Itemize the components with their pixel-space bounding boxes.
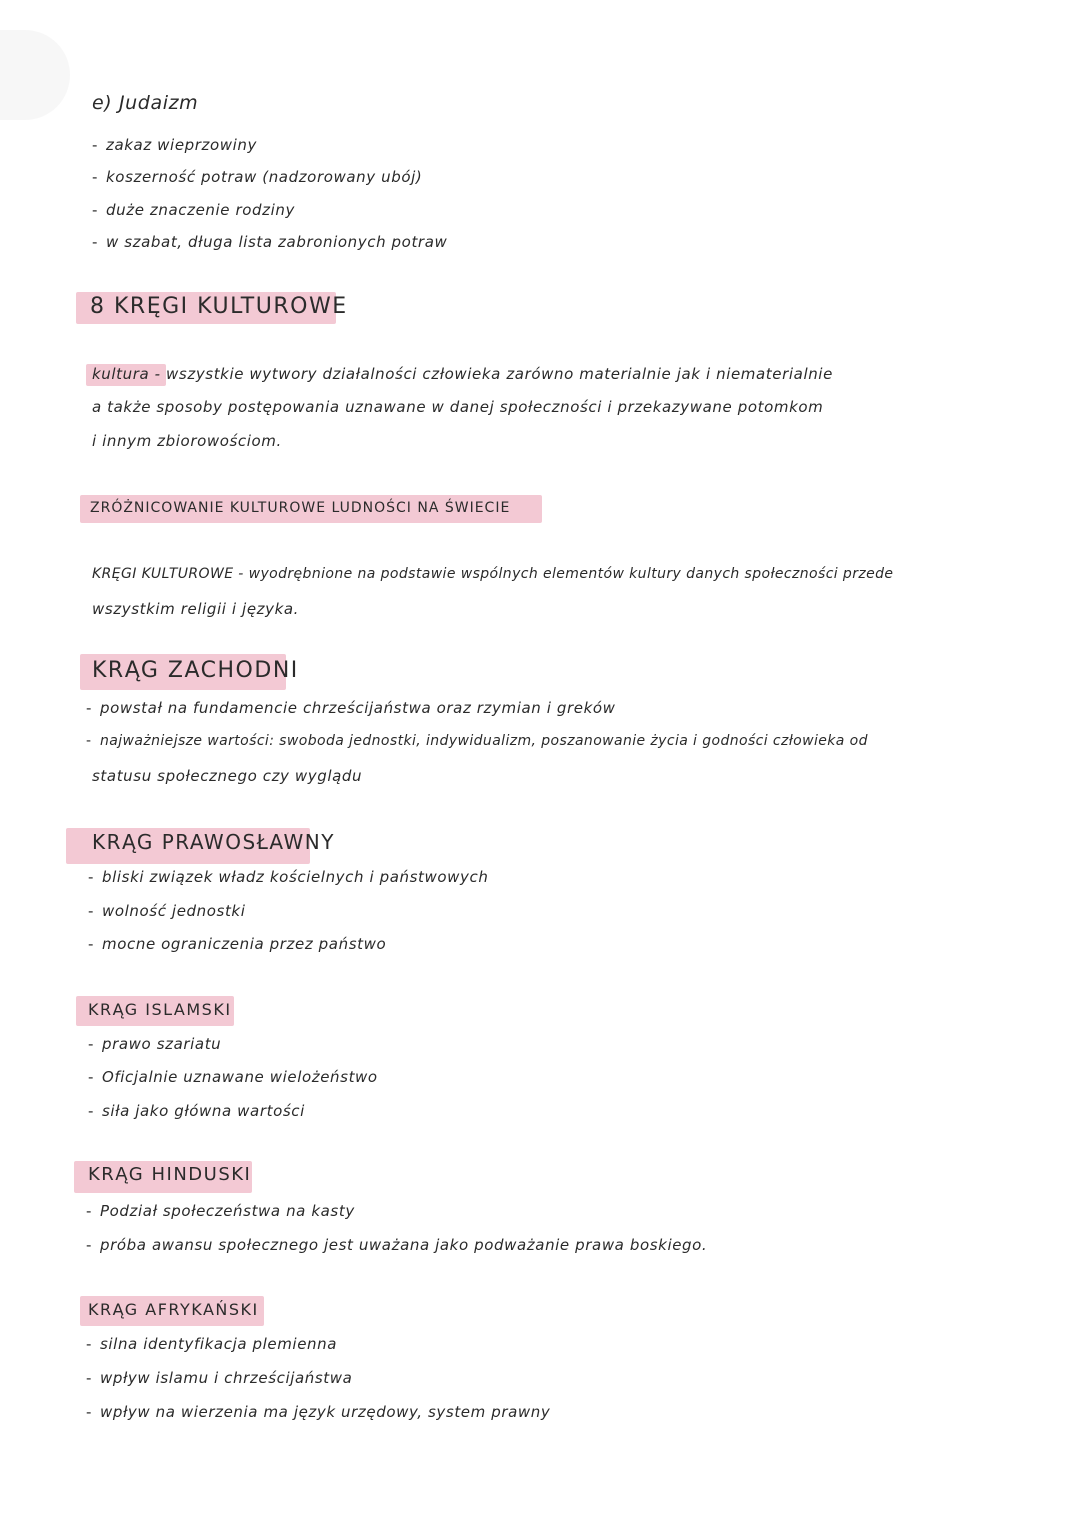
hinduski-title: KRĄG HINDUSKI (88, 1164, 252, 1185)
list-item: - zakaz wieprzowiny (92, 136, 258, 154)
list-item: statusu społecznego czy wyglądu (92, 767, 363, 785)
kregi-def-line-2: wszystkim religii i języka. (92, 600, 300, 618)
prawoslawny-title: KRĄG PRAWOSŁAWNY (92, 830, 335, 854)
list-item: - najważniejsze wartości: swoboda jednostki, indywidualizm, poszanowanie życia i godności człowieka od (86, 733, 868, 749)
kregi-def-line-1: KRĘGI KULTUROWE - wyodrębnione na podstawie wspólnych elementów kultury danych społeczności przede (92, 566, 894, 582)
kultura-line-3: i innym zbiorowościom. (92, 432, 282, 450)
list-item: - silna identyfikacja plemienna (86, 1335, 338, 1353)
list-item: - Podział społeczeństwa na kasty (86, 1202, 355, 1220)
list-item: - wpływ islamu i chrześcijaństwa (86, 1369, 353, 1387)
list-item: - koszerność potraw (nadzorowany ubój) (92, 168, 423, 186)
page-corner-shadow (0, 30, 70, 120)
list-item: - powstał na fundamencie chrześcijaństwa oraz rzymian i greków (86, 699, 616, 717)
list-item: - wpływ na wierzenia ma język urzędowy, system prawny (86, 1403, 551, 1421)
list-item: - duże znaczenie rodziny (92, 201, 295, 219)
list-item: - wolność jednostki (88, 902, 246, 920)
list-item: - bliski związek władz kościelnych i państwowych (88, 868, 489, 886)
section-title: 8 KRĘGI KULTUROWE (90, 294, 348, 319)
list-item: - Oficjalnie uznawane wielożeństwo (88, 1068, 378, 1086)
kultura-line-2: a także sposoby postępowania uznawane w danej społeczności i przekazywane potomkom (92, 398, 824, 416)
list-item: - w szabat, długa lista zabronionych potraw (92, 233, 448, 251)
kultura-line-1: kultura - wszystkie wytwory działalności człowieka zarówno materialnie jak i niematerialnie (92, 365, 833, 383)
list-item: - prawo szariatu (88, 1035, 222, 1053)
list-item: - próba awansu społecznego jest uważana jako podważanie prawa boskiego. (86, 1236, 708, 1254)
afrykanski-title: KRĄG AFRYKAŃSKI (88, 1300, 259, 1319)
list-item: - mocne ograniczenia przez państwo (88, 935, 387, 953)
zachodni-title: KRĄG ZACHODNI (92, 658, 299, 683)
judaizm-title: e) Judaizm (92, 92, 199, 114)
islamski-title: KRĄG ISLAMSKI (88, 1000, 232, 1019)
list-item: - siła jako główna wartości (88, 1102, 305, 1120)
zroznicowanie-title: ZRÓŻNICOWANIE KULTUROWE LUDNOŚCI NA ŚWIECIE (90, 500, 511, 516)
